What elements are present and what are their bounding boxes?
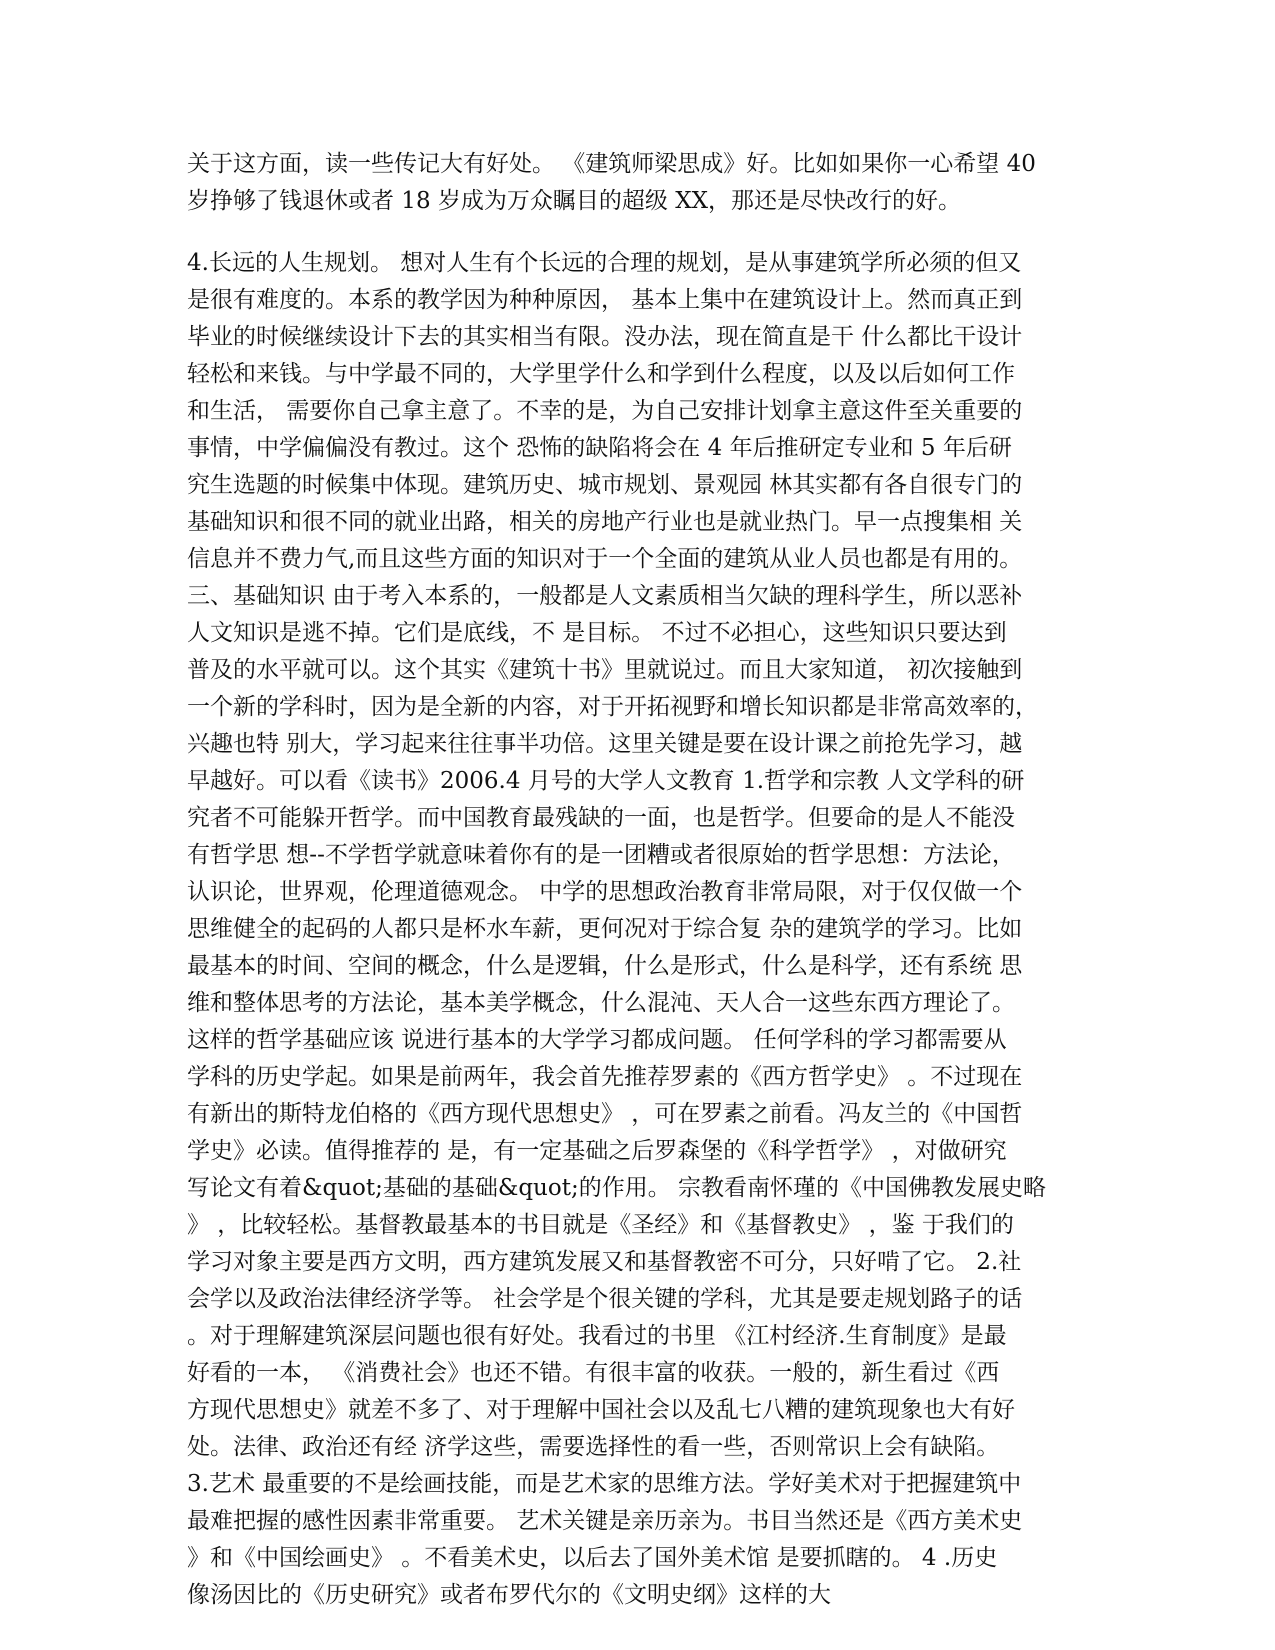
- text-line: 有哲学思 想--不学哲学就意味着你有的是一团糟或者很原始的哲学思想：方法论，: [187, 842, 1015, 868]
- text-line: 方现代思想史》就差不多了、对于理解中国社会以及乱七八糟的建筑现象也大有好: [187, 1397, 1015, 1423]
- text-line: 究生选题的时候集中体现。建筑历史、城市规划、景观园 林其实都有各自很专门的: [187, 472, 1023, 498]
- text-line: 是很有难度的。本系的教学因为种种原因， 基本上集中在建筑设计上。然而真正到: [187, 287, 1023, 313]
- text-line: 》和《中国绘画史》 。不看美术史，以后去了国外美术馆 是要抓瞎的。 4 .历史: [187, 1545, 998, 1571]
- text-line: 信息并不费力气,而且这些方面的知识对于一个全面的建筑从业人员也都是有用的。: [187, 546, 1023, 572]
- text-line: 最基本的时间、空间的概念，什么是逻辑，什么是形式，什么是科学，还有系统 思: [187, 953, 1023, 979]
- text-line: 轻松和来钱。与中学最不同的，大学里学什么和学到什么程度，以及以后如何工作: [187, 361, 1015, 387]
- text-line: 普及的水平就可以。这个其实《建筑十书》里就说过。而且大家知道， 初次接触到: [187, 657, 1023, 683]
- text-line: 3.艺术 最重要的不是绘画技能，而是艺术家的思维方法。学好美术对于把握建筑中: [187, 1471, 1022, 1497]
- text-line: 人文知识是逃不掉。它们是底线，不 是目标。 不过不必担心，这些知识只要达到: [187, 620, 1007, 646]
- text-line: 究者不可能躲开哲学。而中国教育最残缺的一面，也是哲学。但要命的是人不能没: [187, 805, 1015, 831]
- text-line: 一个新的学科时，因为是全新的内容，对于开拓视野和增长知识都是非常高效率的，: [187, 694, 1038, 720]
- text-line: 这样的哲学基础应该 说进行基本的大学学习都成问题。 任何学科的学习都需要从: [187, 1027, 1007, 1053]
- text-line: 。对于理解建筑深层问题也很有好处。我看过的书里 《江村经济.生育制度》是最: [187, 1323, 1007, 1349]
- text-line: 好看的一本， 《消费社会》也还不错。有很丰富的收获。一般的，新生看过《西: [187, 1360, 1000, 1386]
- text-line: 和生活， 需要你自己拿主意了。不幸的是，为自己安排计划拿主意这件至关重要的: [187, 398, 1023, 424]
- text-line: 有新出的斯特龙伯格的《西方现代思想史》 ，可在罗素之前看。冯友兰的《中国哲: [187, 1101, 1023, 1127]
- text-line: 维和整体思考的方法论，基本美学概念，什么混沌、天人合一这些东西方理论了。: [187, 990, 1015, 1016]
- text-line: 4.长远的人生规划。 想对人生有个长远的合理的规划，是从事建筑学所必须的但又: [187, 250, 1022, 276]
- text-line: 会学以及政治法律经济学等。 社会学是个很关键的学科，尤其是要走规划路子的话: [187, 1286, 1023, 1312]
- text-line: 事情，中学偏偏没有教过。这个 恐怖的缺陷将会在 4 年后推研定专业和 5 年后研: [187, 435, 1012, 461]
- text-line: 像汤因比的《历史研究》或者布罗代尔的《文明史纲》这样的大: [187, 1582, 831, 1608]
- text-line: 处。法律、政治还有经 济学这些，需要选择性的看一些，否则常识上会有缺陷。: [187, 1434, 1000, 1460]
- text-line: 写论文有着&quot;基础的基础&quot;的作用。 宗教看南怀瑾的《中国佛教发展史略: [187, 1175, 1047, 1201]
- text-line: 三、基础知识 由于考入本系的，一般都是人文素质相当欠缺的理科学生，所以恶补: [187, 583, 1023, 609]
- text-line: 岁挣够了钱退休或者 18 岁成为万众瞩目的超级 XX，那还是尽快改行的好。: [187, 188, 961, 214]
- text-line: 学习对象主要是西方文明，西方建筑发展又和基督教密不可分，只好啃了它。 2.社: [187, 1249, 1022, 1275]
- text-line: 毕业的时候继续设计下去的其实相当有限。没办法，现在简直是干 什么都比干设计: [187, 324, 1023, 350]
- text-line: 学史》必读。值得推荐的 是，有一定基础之后罗森堡的《科学哲学》 ，对做研究: [187, 1138, 1007, 1164]
- text-line: 基础知识和很不同的就业出路，相关的房地产行业也是就业热门。早一点搜集相 关: [187, 509, 1023, 535]
- text-line: 思维健全的起码的人都只是杯水车薪，更何况对于综合复 杂的建筑学的学习。比如: [187, 916, 1023, 942]
- text-line: 关于这方面，读一些传记大有好处。 《建筑师梁思成》好。比如如果你一心希望 40: [187, 151, 1036, 177]
- text-line: 早越好。可以看《读书》2006.4 月号的大学人文教育 1.哲学和宗教 人文学科的研: [187, 768, 1025, 794]
- text-line: 》 ，比较轻松。基督教最基本的书目就是《圣经》和《基督教史》 ，鉴 于我们的: [187, 1212, 1014, 1238]
- text-line: 学科的历史学起。如果是前两年，我会首先推荐罗素的《西方哲学史》 。不过现在: [187, 1064, 1023, 1090]
- text-line: 兴趣也特 别大，学习起来往往事半功倍。这里关键是要在设计课之前抢先学习，越: [187, 731, 1023, 757]
- paragraph-biographies: [187, 146, 1087, 220]
- text-line: 认识论，世界观，伦理道德观念。 中学的思想政治教育非常局限，对于仅仅做一个: [187, 879, 1023, 905]
- paragraph-main-body: [187, 245, 1087, 1614]
- text-line: 最难把握的感性因素非常重要。 艺术关键是亲历亲为。书目当然还是《西方美术史: [187, 1508, 1023, 1534]
